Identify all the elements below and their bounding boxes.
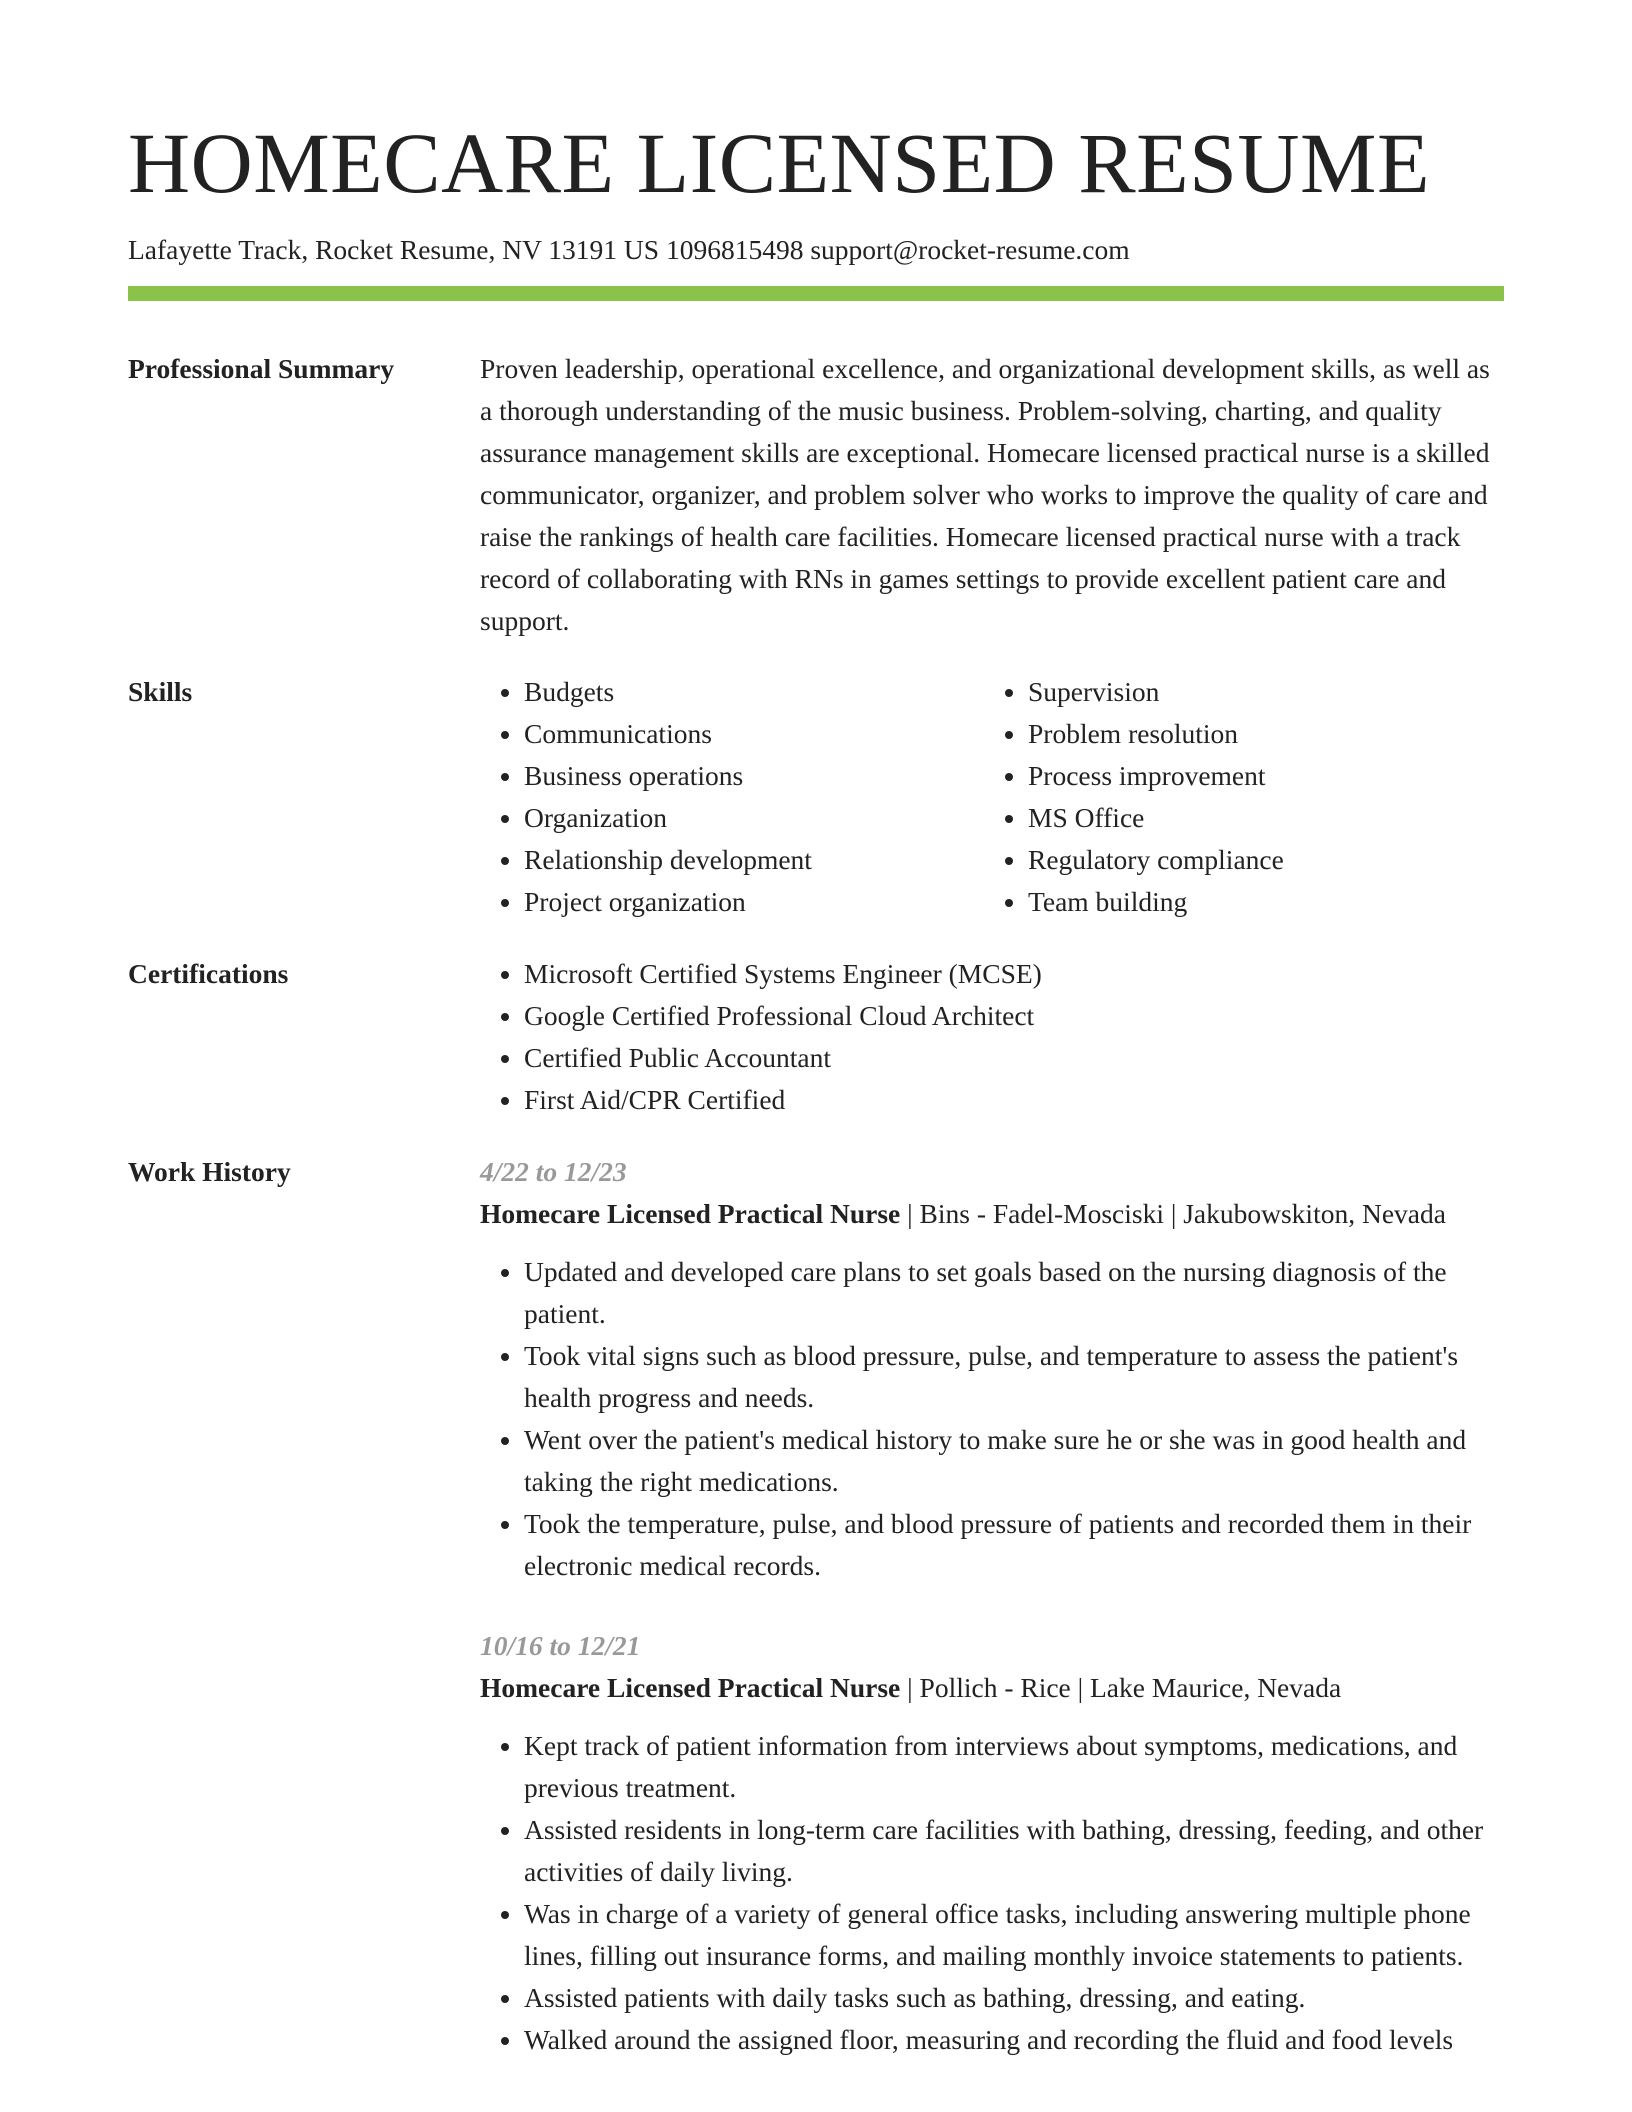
accent-divider: [128, 286, 1504, 301]
skill-item: • Project organization: [524, 881, 984, 923]
summary-heading: Professional Summary: [128, 353, 395, 384]
certifications-body: [480, 953, 1504, 1121]
work-history-heading: Work History: [128, 1156, 291, 1187]
summary-body: [480, 348, 1504, 642]
job-duty: • Assisted residents in long-term care facilities with bathing, dressing, feeding, and other activities of daily living.: [524, 1809, 1504, 1893]
certification-item: • Google Certified Professional Cloud Architect: [524, 995, 1504, 1037]
job-entry: [480, 1151, 1504, 1587]
job-entry: [480, 1625, 1504, 2061]
skill-item: • Relationship development: [524, 839, 984, 881]
skill-item: • Budgets: [524, 671, 984, 713]
job-title: Homecare Licensed Practical Nurse: [480, 1198, 901, 1229]
certification-item: • First Aid/CPR Certified: [524, 1079, 1504, 1121]
certification-item: • Microsoft Certified Systems Engineer (MCSE): [524, 953, 1504, 995]
job-duty: • Kept track of patient information from interviews about symptoms, medications, and previous treatment.: [524, 1725, 1504, 1809]
job-dates: 4/22 to 12/23: [480, 1156, 627, 1187]
job-duty: • Walked around the assigned floor, measuring and recording the fluid and food levels: [524, 2019, 1504, 2061]
skill-item: • Communications: [524, 713, 984, 755]
skill-item: • Organization: [524, 797, 984, 839]
skills-heading: Skills: [128, 676, 193, 707]
job-duty: • Took vital signs such as blood pressure, pulse, and temperature to assess the patient's health progress and needs.: [524, 1335, 1504, 1419]
skills-list-left: [480, 671, 984, 923]
job-title: Homecare Licensed Practical Nurse: [480, 1672, 901, 1703]
skill-item: • Regulatory compliance: [1028, 839, 1488, 881]
skill-item: • Team building: [1028, 881, 1488, 923]
job-details: | Bins - Fadel-Mosciski | Jakubowskiton, Nevada: [900, 1198, 1446, 1229]
certification-item: • Certified Public Accountant: [524, 1037, 1504, 1079]
work-history-body: [480, 1151, 1504, 2099]
job-duty: • Updated and developed care plans to set goals based on the nursing diagnosis of the patient.: [524, 1251, 1504, 1335]
job-heading: [480, 1193, 1504, 1235]
job-duty: • Took the temperature, pulse, and blood pressure of patients and recorded them in their electronic medical records.: [524, 1503, 1504, 1587]
skill-item: • MS Office: [1028, 797, 1488, 839]
skills-list-right: [984, 671, 1488, 923]
skill-item: • Problem resolution: [1028, 713, 1488, 755]
job-duties-list: [480, 1251, 1504, 1587]
certifications-heading: Certifications: [128, 958, 289, 989]
skill-item: • Business operations: [524, 755, 984, 797]
job-duty: • Went over the patient's medical history to make sure he or she was in good health and taking the right medications.: [524, 1419, 1504, 1503]
certifications-list: [480, 953, 1504, 1121]
skills-body: [480, 671, 1504, 923]
job-heading: [480, 1667, 1504, 1709]
contact-line: Lafayette Track, Rocket Resume, NV 13191 US 1096815498 support@rocket-resume.com: [128, 234, 1130, 265]
job-dates: 10/16 to 12/21: [480, 1630, 641, 1661]
job-duty: • Assisted patients with daily tasks such as bathing, dressing, and eating.: [524, 1977, 1504, 2019]
resume-title: HOMECARE LICENSED RESUME: [128, 115, 1431, 211]
summary-text: Proven leadership, operational excellence, and organizational development skills, as well as a thorough understanding of the music business. Problem-solving, charting, and quality assurance management skills are exceptional. Homecare licensed practical nurse is a skilled communicator, organizer, and problem solver who works to improve the quality of care and raise the rankings of health care facilities. Homecare licensed practical nurse with a track record of collaborating with RNs in games settings to provide excellent patient care and support.: [480, 353, 1490, 636]
job-duties-list: [480, 1725, 1504, 2061]
skill-item: • Process improvement: [1028, 755, 1488, 797]
job-details: | Pollich - Rice | Lake Maurice, Nevada: [900, 1672, 1342, 1703]
job-duty: • Was in charge of a variety of general office tasks, including answering multiple phone lines, filling out insurance forms, and mailing monthly invoice statements to patients.: [524, 1893, 1504, 1977]
skill-item: • Supervision: [1028, 671, 1488, 713]
